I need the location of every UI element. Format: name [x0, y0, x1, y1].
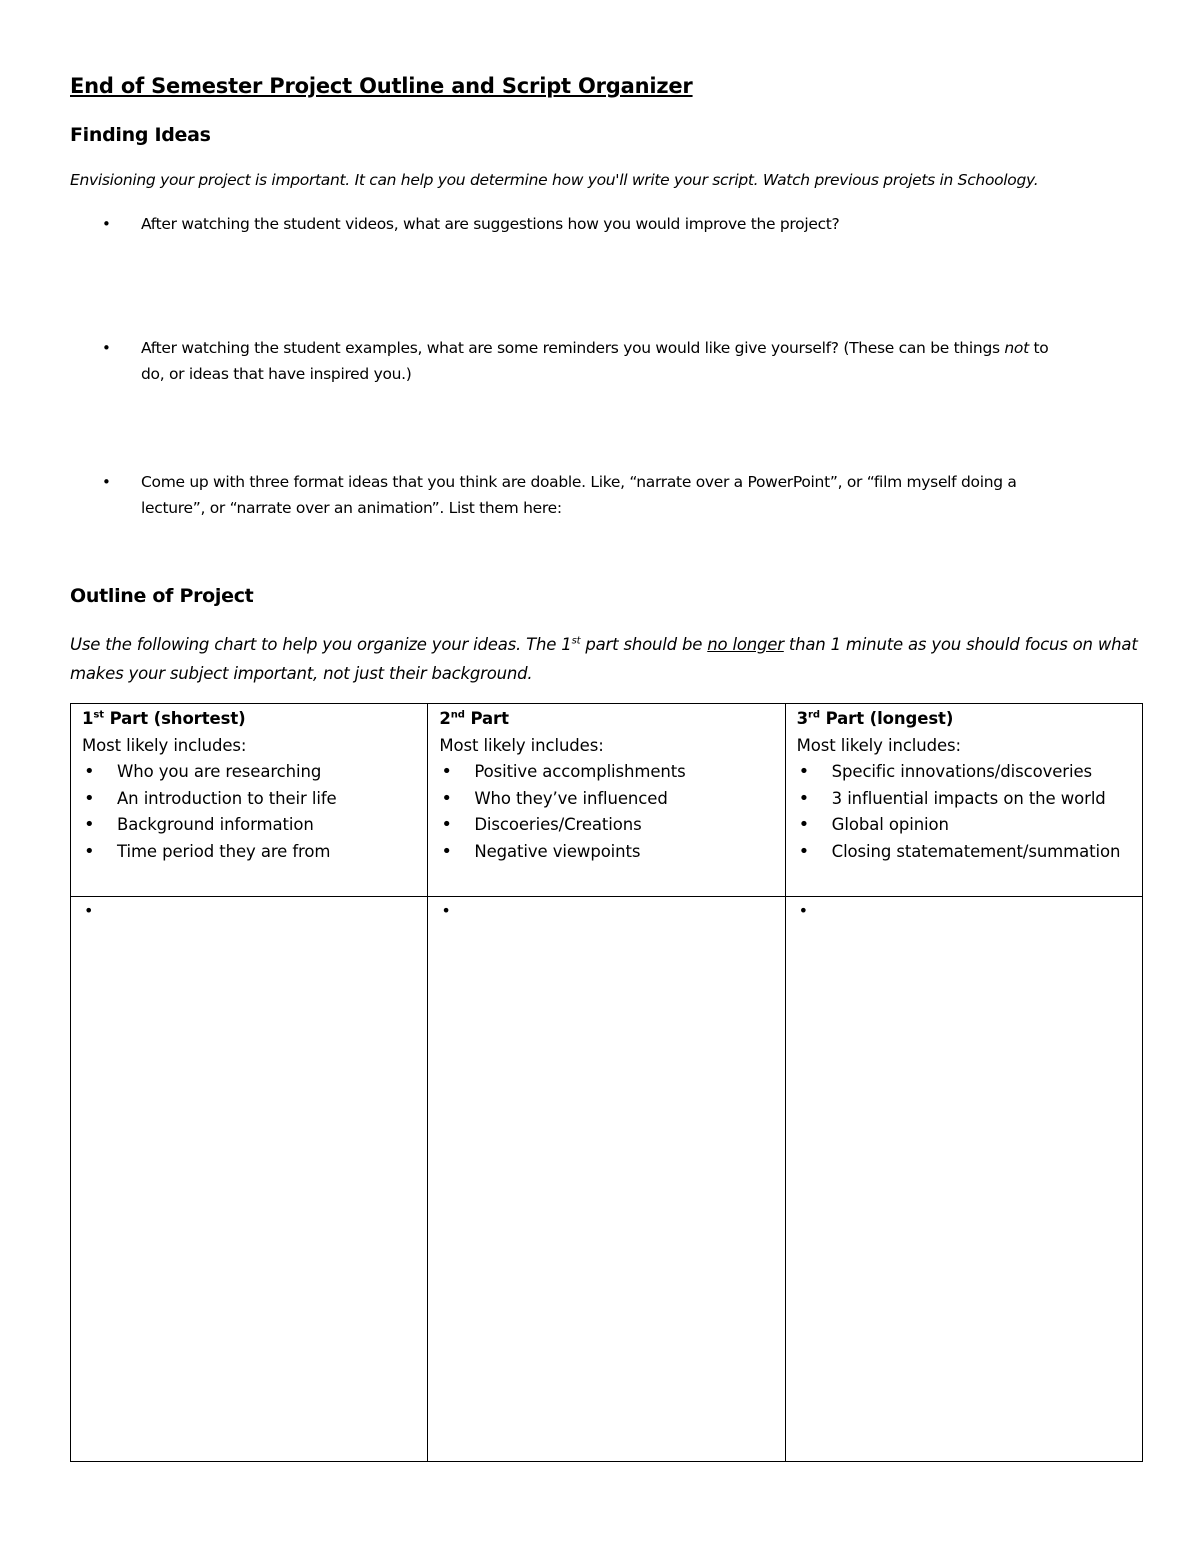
list-item: • Positive accomplishments — [439, 759, 774, 786]
bullet-icon: • — [102, 473, 111, 491]
part-2-title: 2nd Part — [439, 709, 509, 728]
part-3-entry-cell[interactable] — [785, 897, 1142, 1462]
question-text: After watching the student examples, what are some reminders you would like give yourself? (These can be things — [141, 339, 1005, 357]
outline-entry-row — [71, 897, 1143, 1462]
part-3-title: 3rd Part (longest) — [796, 709, 954, 728]
document-title: End of Semester Project Outline and Script Organizer — [70, 74, 693, 98]
outline-table — [70, 703, 1143, 1462]
list-item: • Who you are researching — [82, 759, 417, 786]
outline-intro-text: Use the following chart to help you organize your ideas. The 1 — [70, 635, 572, 654]
list-item: • Time period they are from — [82, 839, 417, 866]
outline-intro-text: than 1 minute as you should focus on what makes your subject important, not just their background. — [70, 635, 1138, 683]
part-2-subtitle: Most likely includes: — [439, 735, 604, 755]
part-3-subtitle: Most likely includes: — [796, 735, 962, 755]
part-3-header-cell — [785, 704, 1142, 897]
question-text: Come up with three format ideas that you think are doable. Like, “narrate over a PowerPoint”, or “film myself doing a — [141, 473, 1017, 491]
question-text-line2: do, or ideas that have inspired you.) — [141, 365, 412, 383]
part-2-list — [439, 759, 774, 865]
part-1-list — [82, 759, 417, 865]
bullet-icon: • — [102, 339, 111, 357]
outline-intro — [70, 630, 1140, 688]
part-1-title: 1st Part (shortest) — [82, 709, 246, 728]
question-text-line2: lecture”, or “narrate over an animation”. List them here: — [141, 499, 562, 517]
list-item: • 3 influential impacts on the world — [797, 786, 1132, 813]
question-line — [141, 335, 1116, 361]
question-emphasis: not — [1004, 339, 1029, 357]
question-text: After watching the student videos, what are suggestions how you would improve the project? — [141, 215, 840, 233]
outline-intro-underlined: no longer — [707, 635, 784, 654]
ordinal-sup: st — [571, 635, 581, 647]
part-1-header-cell — [71, 704, 428, 897]
outline-heading: Outline of Project — [70, 585, 254, 607]
question-text: to — [1028, 339, 1049, 357]
part-2-header-cell — [428, 704, 785, 897]
list-item: • Discoeries/Creations — [439, 812, 774, 839]
part-1-subtitle: Most likely includes: — [82, 735, 247, 755]
list-item: • Specific innovations/discoveries — [797, 759, 1132, 786]
bullet-icon: • — [441, 901, 451, 920]
part-3-list — [797, 759, 1132, 865]
finding-ideas-intro: Envisioning your project is important. It can help you determine how you'll write your script. Watch previous projets in Schoology. — [70, 171, 1039, 189]
part-2-entry-cell[interactable] — [428, 897, 785, 1462]
part-1-entry-cell[interactable] — [71, 897, 428, 1462]
bullet-icon: • — [102, 215, 111, 233]
finding-ideas-heading: Finding Ideas — [70, 124, 211, 146]
list-item: • Global opinion — [797, 812, 1132, 839]
list-item: • Negative viewpoints — [439, 839, 774, 866]
list-item: • Who they’ve influenced — [439, 786, 774, 813]
list-item: • Closing statematement/summation — [797, 839, 1132, 866]
list-item: • Background information — [82, 812, 417, 839]
outline-intro-text: part should be — [580, 635, 708, 654]
outline-header-row — [71, 704, 1143, 897]
bullet-icon: • — [798, 901, 808, 920]
bullet-icon: • — [84, 901, 94, 920]
list-item: • An introduction to their life — [82, 786, 417, 813]
